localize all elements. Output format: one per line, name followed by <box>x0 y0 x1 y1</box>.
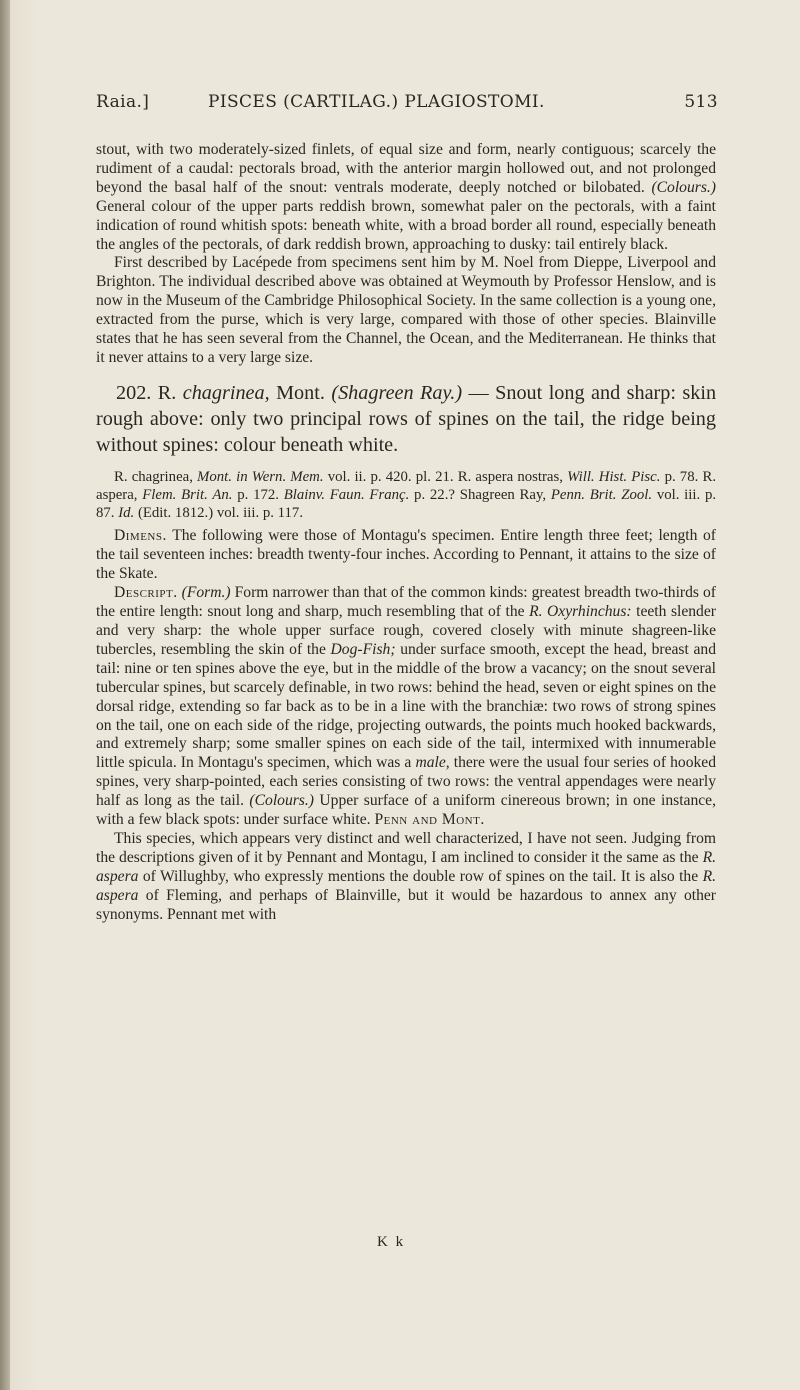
synonym-reference: Will. Hist. Pisc. <box>567 468 661 485</box>
species-reference: R. aspera <box>96 848 716 885</box>
synonym-location: p. 22.? <box>414 487 455 504</box>
dimensions-paragraph <box>96 527 716 584</box>
authorities: Penn and Mont. <box>374 811 485 829</box>
species-number: 202. <box>116 381 152 404</box>
synonym-location: vol. iii. p. 87. <box>96 487 717 522</box>
synonym: R. chagrinea, <box>114 468 193 485</box>
species-genus: R. <box>157 381 177 404</box>
synonym-location: p. 78. <box>664 468 699 485</box>
paragraph-text: Upper surface of a uniform cinereous brown; in one instance, with a few black spots: under surface white. <box>96 792 716 829</box>
descript-label: Descript. <box>114 584 178 602</box>
synonym-reference: Blainv. Faun. Franç. <box>283 487 410 504</box>
header-section: Raia.] <box>96 92 150 112</box>
synonym-reference: Id. <box>118 505 135 522</box>
synonymy <box>96 468 716 523</box>
description-paragraph <box>96 584 716 830</box>
species-reference: R. aspera <box>96 867 716 904</box>
synonym-reference: Mont. in Wern. Mem. <box>197 468 324 485</box>
species-heading <box>96 380 716 458</box>
paragraph-history: First described by Lacépede from specimens sent him by M. Noel from Dieppe, Liverpool and Brighton. The individual described above was obtained at Weymouth by Professor Henslow, and is now in the Museum of the Cambridge Philosophical Society. In the same collection is a young one, extracted from the purse, which is very large, compared with those of other species. Blainville states that he has seen several from the Channel, the Ocean, and the Mediterranean. He thinks that it never attains to a very large size. <box>96 254 716 366</box>
page-body <box>96 141 716 925</box>
signature-mark: K k <box>377 1234 406 1250</box>
species-name: chagrinea, <box>182 381 270 404</box>
synonym: R. aspera, <box>96 468 717 504</box>
synonym: R. aspera nostras, <box>457 468 563 485</box>
paragraph-text: of Fleming, and perhaps of Blainville, but it would be hazardous to annex any other synonyms. Pennant met with <box>96 886 716 923</box>
page-number: 513 <box>684 92 718 112</box>
paragraph-text: stout, with two moderately-sized finlets, of equal size and form, nearly contiguous; scarcely the rudiment of a caudal: pectorals broad, with the anterior margin hollowed out, and not prolonged beyond the basal half of the snout: ventrals moderate, deeply notched or bilobated. <box>96 141 716 196</box>
paragraph-text: Form narrower than that of the common kinds: greatest breadth two-thirds of the entire length: snout long and sharp, much resembling that of the <box>96 584 716 621</box>
synonym-location: vol. ii. p. 420. pl. 21. <box>327 468 454 485</box>
paragraph-text: under surface smooth, except the head, breast and tail: nine or ten spines above the eye, but in the middle of the brow a vacancy; on the snout several tubercular spines, but scarcely definable, in two rows: behind the head, seven or eight spines on the dorsal ridge, extending so far back as to be in a line with the branchiæ: two rows of strong spines on the tail, one on each side of the ridge, projecting outwards, the points much hooked backwards, and extremely sharp; some smaller spines on each side of the tail, intermixed with innumerable little spicula. In Montagu's specimen, which was a <box>96 640 716 772</box>
paragraph-text: of Willughby, who expressly mentions the double row of spines on the tail. It is also the <box>142 867 699 885</box>
species-reference: Dog-Fish; <box>330 640 396 658</box>
paragraph-text: there were the usual four series of hooked spines, very sharp-pointed, each series consisting of two rows: the ventral appendages were nearly half as long as the tail. <box>96 754 716 810</box>
synonym-reference: Flem. Brit. An. <box>142 487 233 504</box>
species-common-name: (Shagreen Ray.) <box>331 381 463 404</box>
colours-label: (Colours.) <box>651 178 716 196</box>
paragraph-text: The following were those of Montagu's specimen. Entire length three feet; length of the tail seventeen inches: breadth twenty-four inches. According to Pennant, it attains to the size of the Skate. <box>96 527 716 583</box>
species-reference: R. Oxyrhinchus: <box>529 603 632 621</box>
emphasis: male, <box>415 754 450 772</box>
colours-label: (Colours.) <box>249 792 314 810</box>
page-binding-edge <box>0 0 10 1390</box>
synonym-location: p. 172. <box>237 487 279 504</box>
dimens-label: Dimens. <box>114 527 167 545</box>
header-title: PISCES (CARTILAG.) PLAGIOSTOMI. <box>208 92 545 112</box>
synonym-reference: Penn. Brit. Zool. <box>550 487 653 504</box>
closing-paragraph <box>96 830 716 925</box>
species-diagnosis: — Snout long and sharp: skin rough above: only two principal rows of spines on the tail, the ridge being without spines: colour beneath white. <box>96 381 717 456</box>
species-authority: Mont. <box>276 381 325 404</box>
paragraph-text: This species, which appears very distinct and well characterized, I have not seen. Judging from the descriptions given of it by Pennant and Montagu, I am inclined to consider it the same as the <box>96 829 716 866</box>
synonym: Shagreen Ray, <box>459 487 547 504</box>
paragraph-continued <box>96 141 716 254</box>
running-header <box>96 92 718 116</box>
paragraph-text: General colour of the upper parts reddish brown, somewhat paler on the pectorals, with a faint indication of round whitish spots: beneath white, with a broad border all round, especially beneath the angles of the pectorals, of dark reddish brown, approaching to dusky: tail entirely black. <box>96 197 716 253</box>
synonym-location: (Edit. 1812.) vol. iii. p. 117. <box>137 505 304 522</box>
paragraph-text: teeth slender and very sharp: the whole upper surface rough, covered closely with minute shagreen-like tubercles, resembling the skin of the <box>96 603 716 658</box>
form-label: (Form.) <box>181 584 231 602</box>
